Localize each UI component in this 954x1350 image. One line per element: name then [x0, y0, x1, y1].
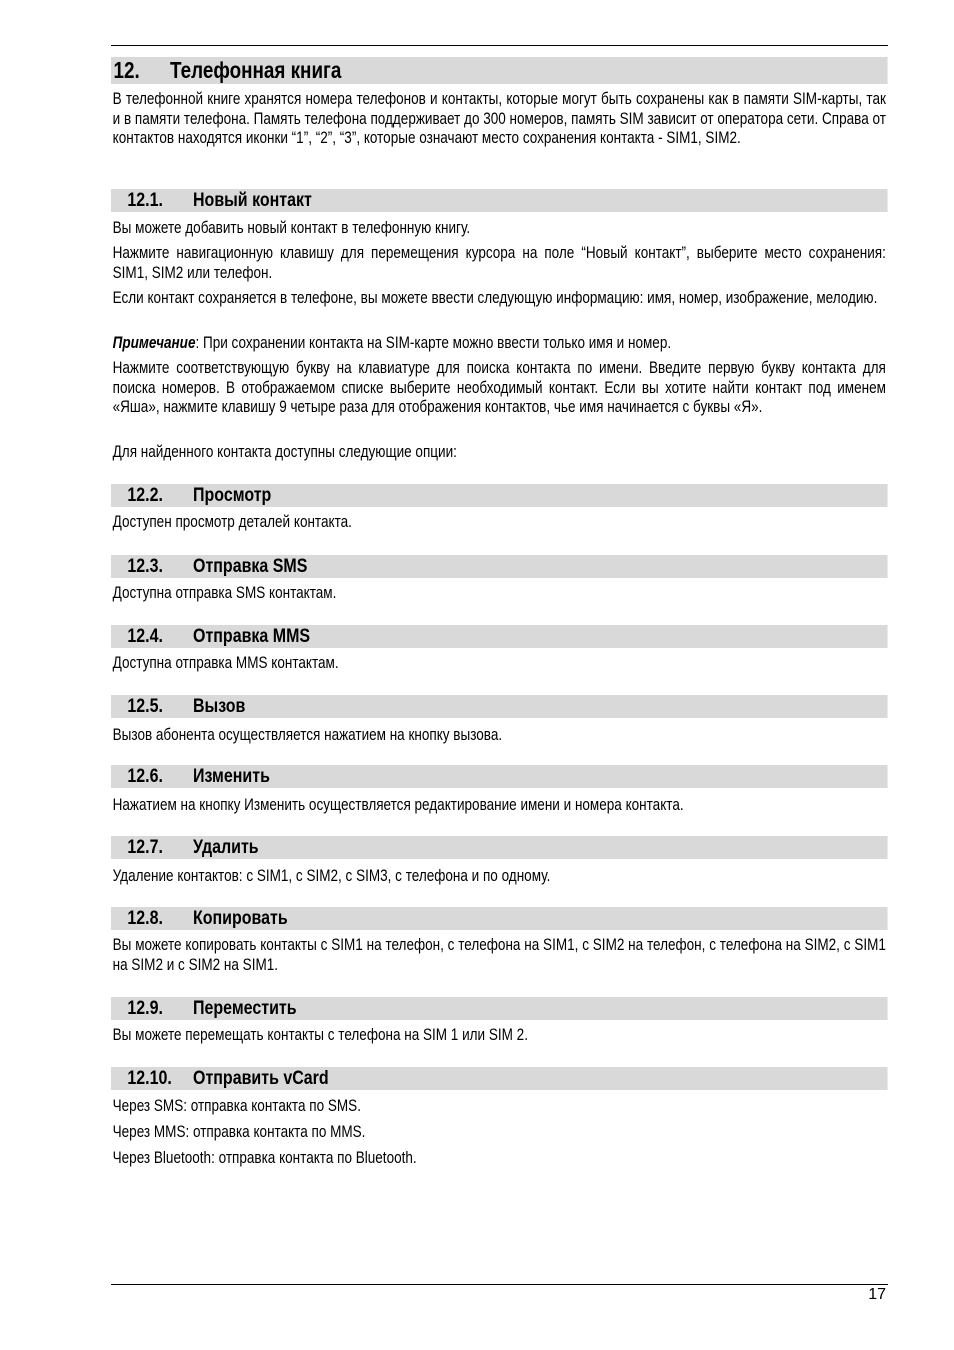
heading-number: 12.4.	[127, 625, 163, 647]
heading-number: 12.5.	[127, 695, 163, 717]
section-heading	[111, 836, 888, 859]
heading-title: Переместить	[193, 997, 297, 1019]
heading-number: 12.7.	[127, 836, 163, 858]
paragraph: Доступна отправка SMS контактам.	[112, 584, 337, 602]
note-text: : При сохранении контакта на SIM-карте можно ввести только имя и номер.	[195, 334, 672, 352]
heading-number: 12.9.	[127, 997, 163, 1019]
heading-title: Удалить	[193, 836, 259, 858]
section-heading	[111, 555, 888, 578]
paragraph: Вы можете перемещать контакты с телефона на SIM 1 или SIM 2.	[112, 1026, 528, 1044]
heading-number: 12.1.	[127, 189, 163, 211]
heading-number: 12.6.	[127, 765, 163, 787]
heading-number: 12.	[113, 57, 140, 83]
heading-title: Копировать	[193, 907, 288, 929]
section-heading	[111, 765, 888, 788]
chapter-intro: В телефонной книге хранятся номера телефонов и контакты, которые могут быть сохранены как в памяти SIM-карты, так и в памяти телефона. Память телефона поддерживает до 300 номеров, память SIM зависит от оператора сети. Справа от контактов находятся иконки “1”, “2”, “3”, которые означают место сохранения контакта - SIM1, SIM2.	[112, 90, 886, 147]
heading-title: Отправка SMS	[193, 555, 308, 577]
paragraph: Через SMS: отправка контакта по SMS.	[112, 1097, 361, 1115]
paragraph: Если контакт сохраняется в телефоне, вы можете ввести следующую информацию: имя, номер, изображение, мелодию.	[112, 289, 878, 307]
heading-title: Новый контакт	[193, 189, 312, 211]
section-heading	[111, 484, 888, 507]
heading-title: Отправить vCard	[193, 1067, 329, 1089]
heading-number: 12.2.	[127, 484, 163, 506]
paragraph: Нажмите навигационную клавишу для перемещения курсора на поле “Новый контакт”, выберите место сохранения: SIM1, SIM2 или телефон.	[112, 244, 886, 282]
heading-number: 12.8.	[127, 907, 163, 929]
section-heading	[111, 907, 888, 930]
chapter-heading	[111, 57, 888, 84]
heading-title: Отправка MMS	[193, 625, 311, 647]
section-heading	[111, 695, 888, 718]
heading-title: Вызов	[193, 695, 246, 717]
paragraph: Нажатием на кнопку Изменить осуществляется редактирование имени и номера контакта.	[112, 796, 684, 814]
paragraph: Через Bluetooth: отправка контакта по Bluetooth.	[112, 1149, 417, 1167]
page-number: 17	[868, 1286, 886, 1303]
page-content	[111, 0, 888, 1350]
paragraph: Вы можете копировать контакты с SIM1 на телефон, с телефона на SIM1, с SIM2 на телефон, с телефона на SIM2, с SIM1 на SIM2 и с SIM2 на SIM1.	[112, 936, 886, 974]
heading-number: 12.3.	[127, 555, 163, 577]
paragraph: Удаление контактов: с SIM1, с SIM2, с SIM3, с телефона и по одному.	[112, 867, 551, 885]
paragraph: Через MMS: отправка контакта по MMS.	[112, 1123, 366, 1141]
section-heading	[111, 625, 888, 648]
paragraph: Нажмите соответствующую букву на клавиатуре для поиска контакта по имени. Введите первую букву контакта для поиска номеров. В отображаемом списке выберите необходимый контакт. Если вы хотите найти контакт под именем «Яша», нажмите клавишу 9 четыре раза для отображения контактов, чье имя начинается с буквы «Я».	[112, 359, 886, 416]
note-label: Примечание	[112, 334, 196, 352]
heading-title: Изменить	[193, 765, 270, 787]
paragraph: Доступен просмотр деталей контакта.	[112, 513, 352, 531]
note-paragraph	[111, 334, 886, 354]
paragraph: Вы можете добавить новый контакт в телефонную книгу.	[112, 219, 471, 237]
section-heading	[111, 1067, 888, 1090]
heading-title: Телефонная книга	[170, 57, 342, 83]
paragraph: Вызов абонента осуществляется нажатием на кнопку вызова.	[112, 726, 503, 744]
section-heading	[111, 997, 888, 1020]
heading-title: Просмотр	[193, 484, 272, 506]
section-heading	[111, 189, 888, 212]
paragraph: Доступна отправка MMS контактам.	[112, 654, 339, 672]
heading-number: 12.10.	[127, 1067, 172, 1089]
paragraph: Для найденного контакта доступны следующие опции:	[112, 443, 457, 461]
